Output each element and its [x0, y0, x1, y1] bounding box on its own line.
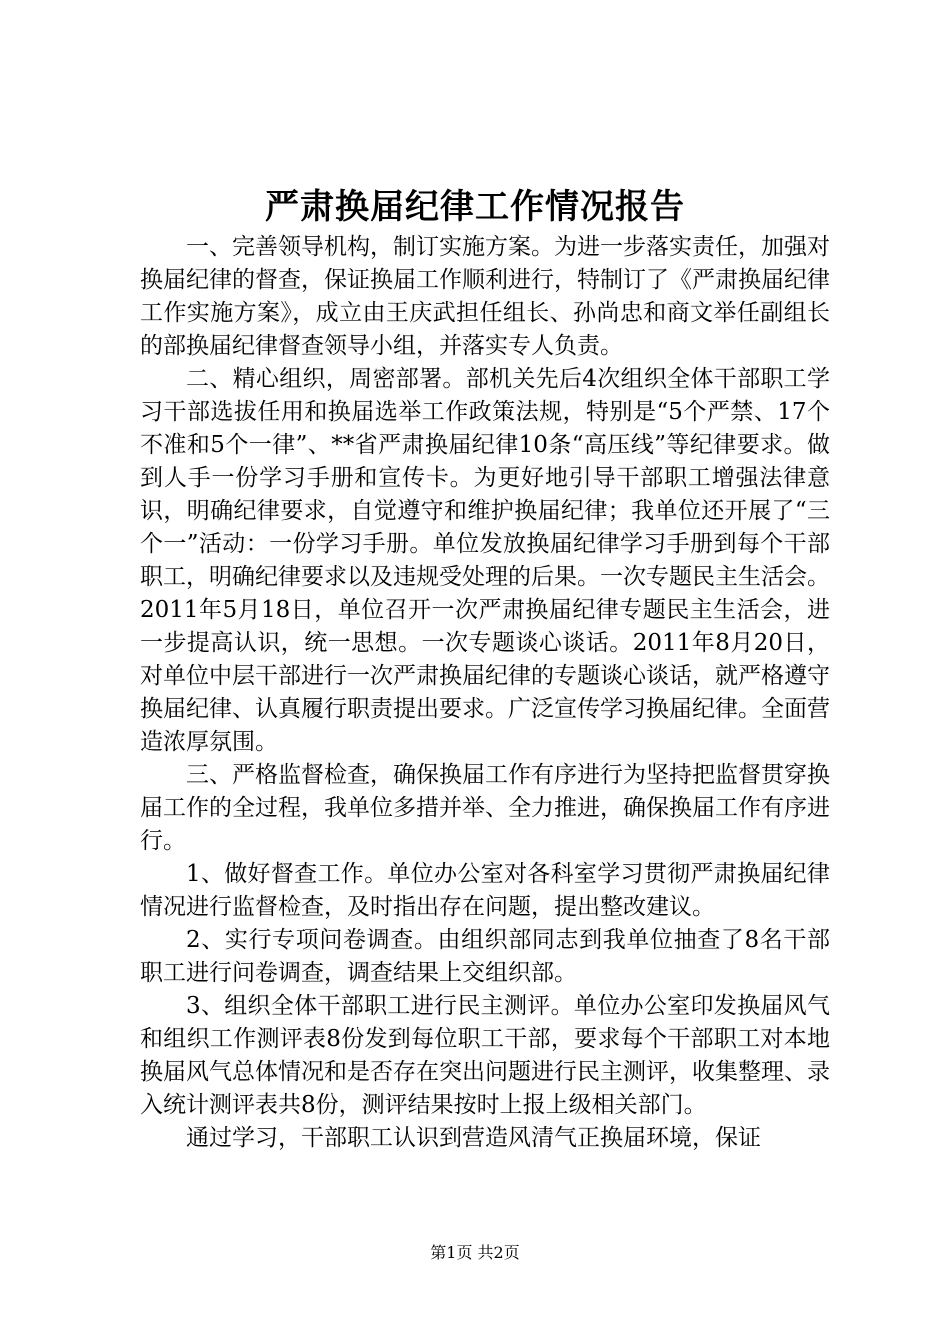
document-body — [140, 231, 830, 1155]
paragraph-1: 一、完善领导机构，制订实施方案。为进一步落实责任，加强对换届纪律的督查，保证换届工作顺利进行，特制订了《严肃换届纪律工作实施方案》，成立由王庆武担任组长、孙尚忠和商文举任副组长的部换届纪律督查领导小组，并落实专人负责。 — [140, 234, 830, 359]
paragraph-5: 2、实行专项问卷调查。由组织部同志到我单位抽查了8名干部职工进行问卷调查，调查结果上交组织部。 — [140, 927, 830, 986]
paragraph-7: 通过学习，干部职工认识到营造风清气正换届环境，保证 — [186, 1125, 761, 1151]
document-title: 严肃换届纪律工作情况报告 — [265, 187, 685, 227]
page-footer: 第1页 共2页 — [430, 1243, 520, 1262]
paragraph-2: 二、精心组织，周密部署。部机关先后4次组织全体干部职工学习干部选拔任用和换届选举工作政策法规，特别是“5个严禁、17个不准和5个一律”、**省严肃换届纪律10条“高压线”等纪律要求。做到人手一份学习手册和宣传卡。为更好地引导干部职工增强法律意识，明确纪律要求，自觉遵守和维护换届纪律；我单位还开展了“三个一”活动：一份学习手册。单位发放换届纪律学习手册到每个干部职工，明确纪律要求以及违规受处理的后果。一次专题民主生活会。2011年5月18日，单位召开一次严肃换届纪律专题民主生活会，进一步提高认识，统一思想。一次专题谈心谈话。2011年8月20日，对单位中层干部进行一次严肃换届纪律的专题谈心谈话，就严格遵守换届纪律、认真履行职责提出要求。广泛宣传学习换届纪律。全面营造浓厚氛围。 — [140, 366, 830, 755]
paragraph-4: 1、做好督查工作。单位办公室对各科室学习贯彻严肃换届纪律情况进行监督检查，及时指出存在问题，提出整改建议。 — [140, 861, 830, 920]
paragraph-3: 三、严格监督检查，确保换届工作有序进行为坚持把监督贯穿换届工作的全过程，我单位多措并举、全力推进，确保换届工作有序进行。 — [140, 762, 830, 854]
paragraph-6: 3、组织全体干部职工进行民主测评。单位办公室印发换届风气和组织工作测评表8份发到每位职工干部，要求每个干部职工对本地换届风气总体情况和是否存在突出问题进行民主测评，收集整理、录入统计测评表共8份，测评结果按时上报上级相关部门。 — [140, 993, 830, 1118]
